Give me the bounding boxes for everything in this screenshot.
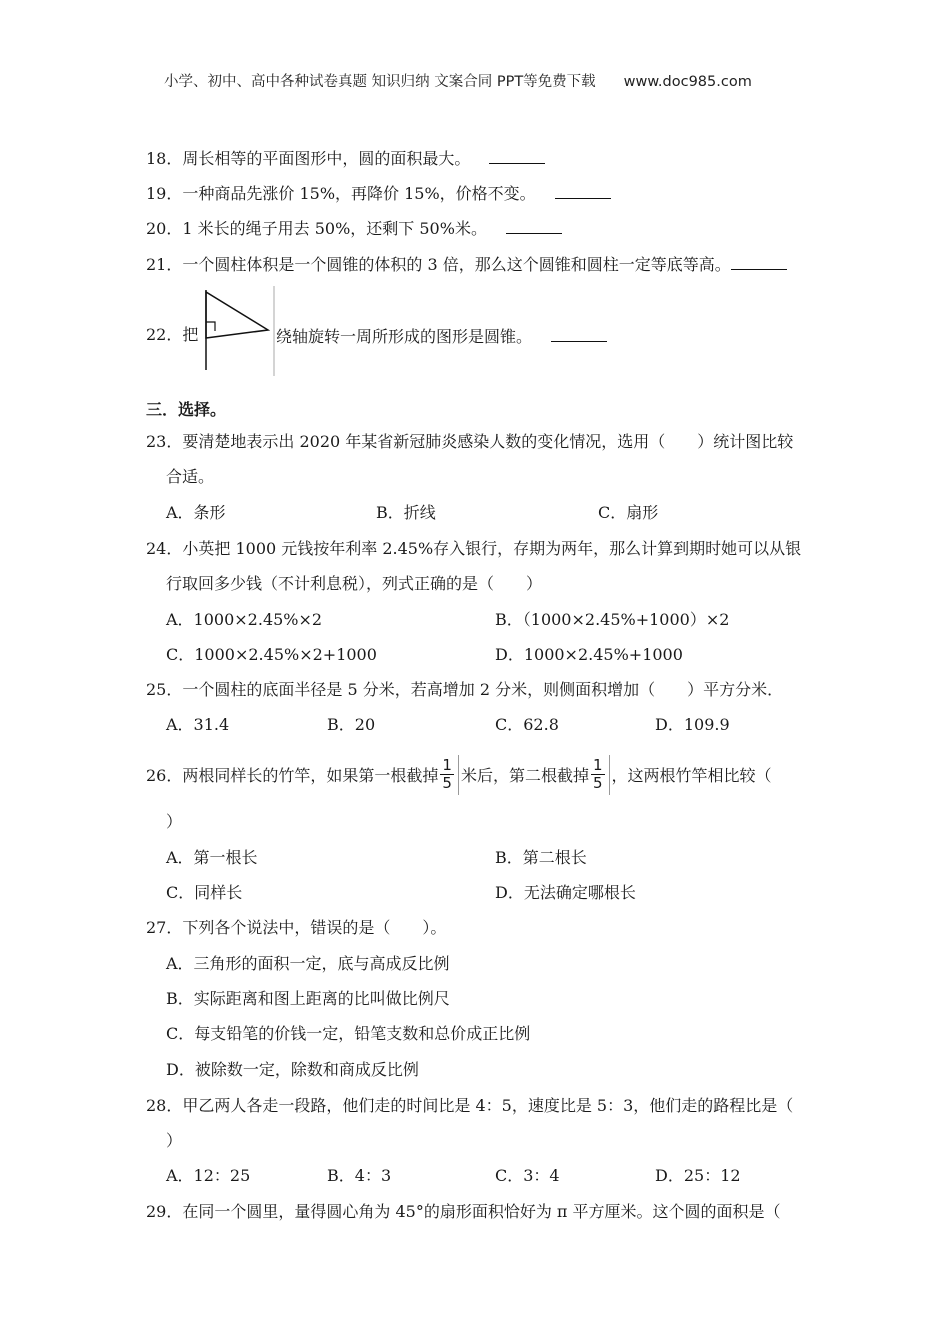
option-c[interactable]: C．每支铅笔的价钱一定，铅笔支数和总价成正比例 [166, 1024, 531, 1043]
question-number: 21． [146, 255, 183, 274]
right-triangle-figure [196, 284, 280, 378]
option-b[interactable]: B．20 [327, 715, 376, 734]
image-border [458, 755, 459, 795]
answer-blank[interactable] [551, 325, 607, 342]
question-26 [146, 756, 772, 797]
question-23-line2: 合适。 [166, 467, 215, 486]
fraction-one-fifth: $\frac{1}{5}$ [442, 756, 452, 792]
answer-blank[interactable] [506, 217, 562, 234]
option-a[interactable]: A．第一根长 [166, 848, 258, 867]
option-a[interactable]: A．1000×2.45%×2 [166, 610, 323, 629]
answer-blank[interactable] [489, 147, 545, 164]
header-text: 小学、初中、高中各种试卷真题 知识归纳 文案合同 PPT等免费下载 [164, 74, 596, 90]
question-number: 27． [146, 918, 183, 937]
question-22-text [276, 325, 607, 347]
question-text-pre: 把 [182, 325, 199, 344]
question-24-line2: 行取回多少钱（不计利息税），列式正确的是（ ） [166, 574, 543, 593]
right-angle-mark [206, 322, 215, 331]
option-d[interactable]: D．1000×2.45%+1000 [495, 645, 683, 664]
question-number: 18． [146, 149, 183, 168]
option-b[interactable]: B．实际距离和图上距离的比叫做比例尺 [166, 989, 450, 1008]
fraction-one-fifth: $\frac{1}{5}$ [592, 756, 603, 792]
question-number: 19． [146, 184, 183, 203]
question-18 [146, 147, 545, 169]
question-text: 在同一个圆里，量得圆心角为 45°的扇形面积恰好为 π 平方厘米。这个圆的面积是（ [182, 1202, 781, 1221]
option-b[interactable]: B．第二根长 [495, 848, 587, 867]
option-d[interactable]: D．109.9 [655, 715, 730, 734]
triangle [206, 292, 268, 338]
option-c[interactable]: C．3：4 [495, 1166, 560, 1185]
page-header [164, 70, 752, 91]
question-21 [146, 253, 787, 275]
question-text: 两根同样长的竹竿，如果第一根截掉 [182, 766, 439, 785]
option-d[interactable]: D．被除数一定，除数和商成反比例 [166, 1060, 419, 1079]
question-number: 20． [146, 219, 183, 238]
question-text: 一个圆柱的底面半径是 5 分米，若高增加 2 分米，则侧面积增加（ ）平方分米． [182, 680, 784, 699]
option-d[interactable]: D．25：12 [655, 1166, 741, 1185]
option-a[interactable]: A．31.4 [166, 715, 230, 734]
question-text: 甲乙两人各走一段路，他们走的时间比是 4：5，速度比是 5：3，他们走的路程比是（ [182, 1096, 794, 1115]
option-b[interactable]: B．4：3 [327, 1166, 392, 1185]
question-text-post: 绕轴旋转一周所形成的图形是圆锥。 [276, 327, 533, 346]
question-24 [146, 539, 801, 559]
question-text: 下列各个说法中，错误的是（ ）。 [182, 918, 447, 937]
question-text: 1 米长的绳子用去 50%，还剩下 50%米。 [182, 219, 487, 238]
question-20 [146, 217, 562, 239]
question-number: 25． [146, 680, 183, 699]
question-22-label [146, 325, 198, 345]
option-c[interactable]: C．扇形 [598, 503, 659, 522]
option-a[interactable]: A．三角形的面积一定，底与高成反比例 [166, 954, 450, 973]
section-title: 三．选择。 [146, 400, 227, 419]
question-number: 22． [146, 325, 183, 344]
question-number: 29． [146, 1202, 183, 1221]
question-number: 24． [146, 539, 183, 558]
option-b[interactable]: B．折线 [376, 503, 436, 522]
answer-blank[interactable] [731, 253, 787, 270]
question-text: 米后，第二根截掉 [460, 766, 589, 785]
option-b[interactable]: B．（1000×2.45%+1000）×2 [495, 610, 730, 629]
question-text: ，这两根竹竿相比较（ [611, 766, 772, 785]
image-border [609, 755, 610, 795]
question-28-line2: ） [166, 1131, 183, 1150]
question-19 [146, 182, 611, 204]
question-text: 一种商品先涨价 15%，再降价 15%，价格不变。 [182, 184, 536, 203]
question-26-line2: ） [166, 812, 183, 831]
question-text: 小英把 1000 元钱按年利率 2.45%存入银行，存期为两年，那么计算到期时她可以从银 [182, 539, 802, 558]
option-a[interactable]: A．条形 [166, 503, 226, 522]
question-number: 23． [146, 432, 183, 451]
option-a[interactable]: A．12：25 [166, 1166, 251, 1185]
question-28 [146, 1096, 793, 1116]
question-text: 要清楚地表示出 2020 年某省新冠肺炎感染人数的变化情况，选用（ ）统计图比较 [182, 432, 794, 451]
question-27 [146, 918, 446, 938]
question-number: 26． [146, 766, 183, 785]
option-c[interactable]: C．62.8 [495, 715, 559, 734]
question-number: 28． [146, 1096, 183, 1115]
option-d[interactable]: D．无法确定哪根长 [495, 883, 636, 902]
header-site: www.doc985.com [623, 74, 752, 90]
option-c[interactable]: C．同样长 [166, 883, 243, 902]
question-25 [146, 680, 783, 700]
answer-blank[interactable] [555, 182, 611, 199]
question-29 [146, 1202, 781, 1222]
question-text: 一个圆柱体积是一个圆锥的体积的 3 倍，那么这个圆锥和圆柱一定等底等高。 [182, 255, 731, 274]
question-text: 周长相等的平面图形中，圆的面积最大。 [182, 149, 471, 168]
question-23 [146, 432, 793, 452]
option-c[interactable]: C．1000×2.45%×2+1000 [166, 645, 377, 664]
